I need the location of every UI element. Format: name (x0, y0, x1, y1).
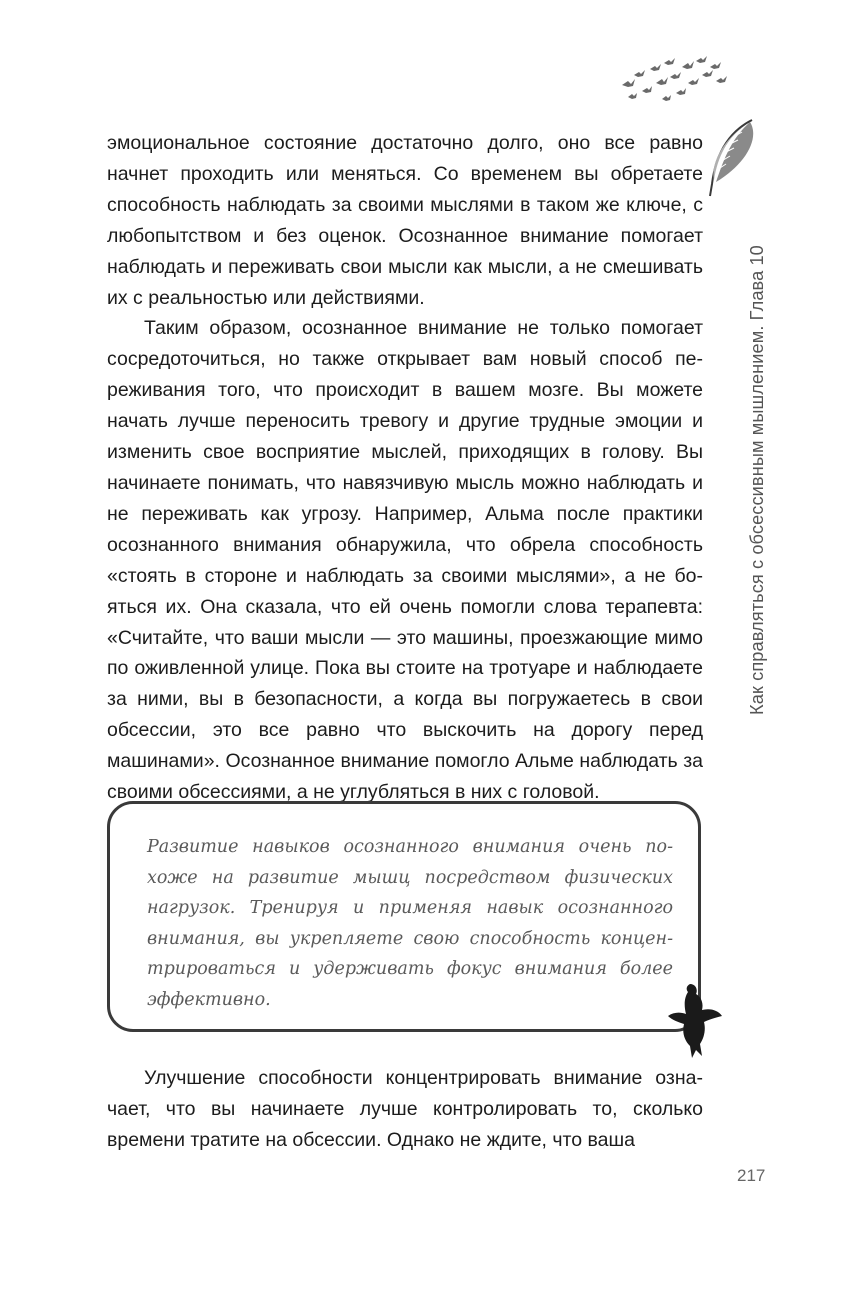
body-text (107, 128, 703, 808)
flying-birds-icon (612, 55, 732, 110)
running-head: Как справляться с обсессивным мышлением. Глава 10 (747, 245, 767, 715)
crow-silhouette-icon (666, 980, 726, 1065)
body-paragraph: эмоциональное состояние достаточно долго, оно все равно начнет проходить или меняться. Со временем вы обретаете способность наблюдать за своими мыслями в таком же ключе, с любопытством и без оценок. Осознанное внимание помогает наблюдать и переживать свои мысли как мысли, а не смешивать их с реальностью или действиями. (107, 132, 703, 309)
body-paragraph: Улучшение способности концентрировать внимание означает, что вы начинаете лучше контролировать то, сколько времени тратите на обсессии. Однако не ждите, что ваша (107, 1067, 703, 1151)
feather-icon (702, 118, 762, 203)
callout-text: Развитие навыков осознанного внимания очень похоже на развитие мышц посредством физических нагрузок. Тренируя и применяя навык осознанного внимания, вы укрепляете свою способность концентрироваться и удерживать фокус внимания более эффективно. (147, 837, 673, 1010)
body-paragraph: Таким образом, осознанное внимание не только помогает сосредоточиться, но также открывает вам новый способ переживания того, что происходит в вашем мозге. Вы можете начать лучше переносить тревогу и другие трудные эмоции и изменить свое восприятие мыслей, приходящих в голову. Вы начинаете понимать, что навязчивую мысль можно наблюдать и не переживать как угрозу. Например, Альма после практики осознанного внимания обнаружила, что обрела способность «стоять в стороне и наблюдать за своими мыслями», а не бояться их. Она сказала, что ей очень помогли слова терапевта: «Считайте, что ваши мысли — это машины, проезжающие мимо по оживленной улице. Пока вы стоите на тротуаре и наблюдаете за ними, вы в безопасности, а когда вы погружаетесь в свои обсессии, это все равно что выскочить на дорогу перед машинами». Осознанное внимание помогло Альме наблюдать за своими обсессиями, а не углубляться в них с головой. (107, 317, 703, 804)
body-text-continued (107, 1063, 703, 1156)
page-number: 217 (737, 1166, 766, 1185)
callout-box (107, 801, 701, 1032)
